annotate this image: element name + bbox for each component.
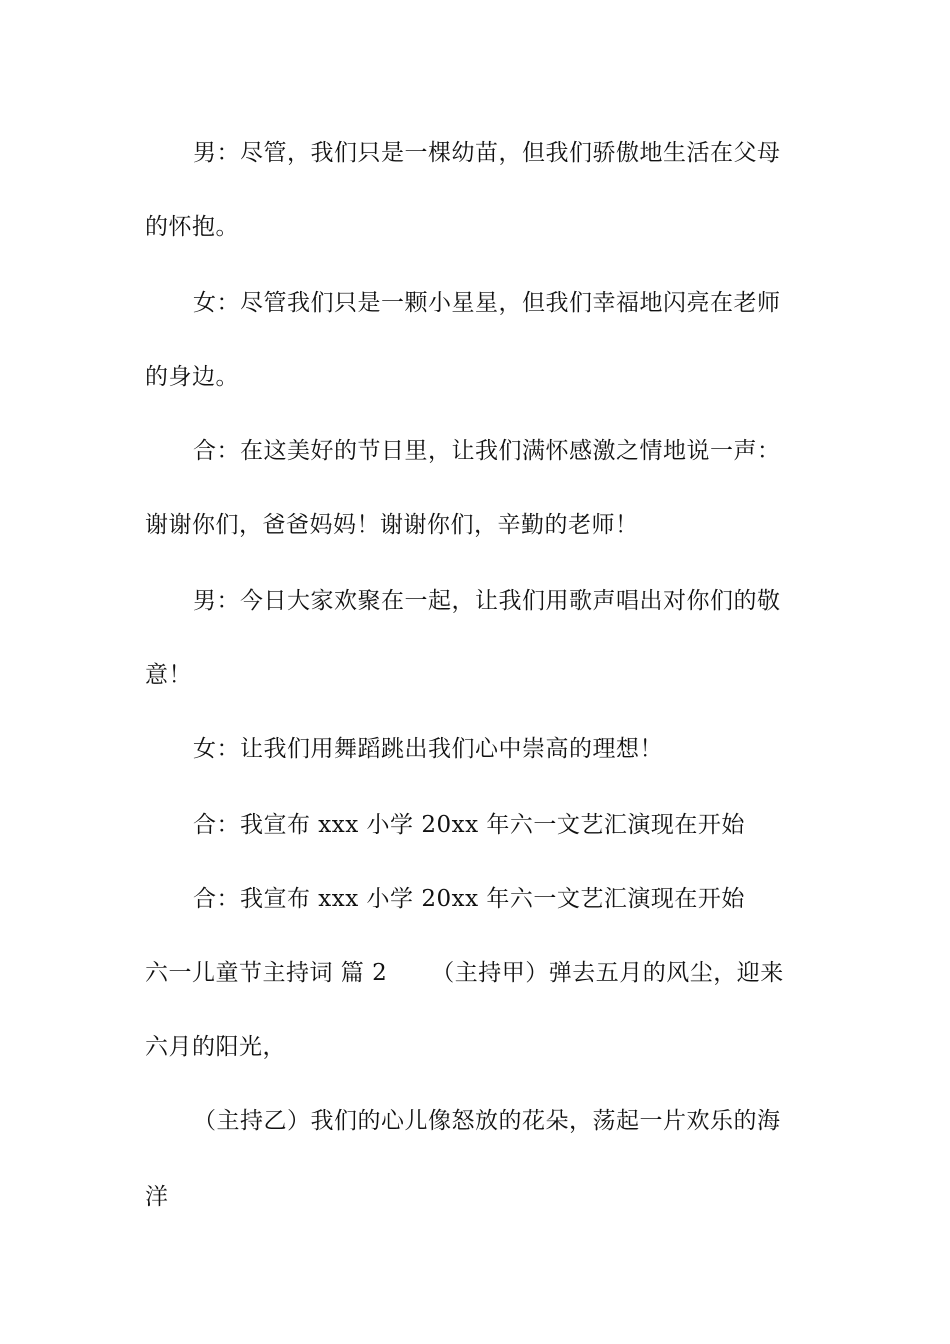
- paragraph-line: 洋: [145, 1184, 169, 1210]
- section-heading-line: [145, 958, 815, 988]
- paragraph-line: 的怀抱。: [145, 214, 239, 240]
- paragraph-line: 男：尽管，我们只是一棵幼苗，但我们骄傲地生活在父母: [193, 140, 781, 166]
- paragraph-line: 六月的阳光，: [145, 1034, 286, 1060]
- paragraph-line: 男：今日大家欢聚在一起，让我们用歌声唱出对你们的敬: [193, 588, 781, 614]
- paragraph-line: 谢谢你们，爸爸妈妈！谢谢你们，辛勤的老师！: [145, 512, 639, 538]
- paragraph-line: 合：我宣布 xxx 小学 20xx 年六一文艺汇演现在开始: [193, 886, 745, 912]
- paragraph-line: 的身边。: [145, 364, 239, 390]
- paragraph-line: 女：让我们用舞蹈跳出我们心中崇高的理想！: [193, 736, 663, 762]
- paragraph-line: 意！: [145, 662, 192, 688]
- section-heading: 六一儿童节主持词 篇 2: [145, 960, 388, 986]
- paragraph-line: 合：我宣布 xxx 小学 20xx 年六一文艺汇演现在开始: [193, 812, 745, 838]
- paragraph-line: （主持乙）我们的心儿像怒放的花朵，荡起一片欢乐的海: [193, 1108, 781, 1134]
- paragraph-line: 合：在这美好的节日里，让我们满怀感激之情地说一声：: [193, 438, 781, 464]
- paragraph-line: （主持甲）弹去五月的风尘，迎来: [431, 960, 784, 986]
- paragraph-line: 女：尽管我们只是一颗小星星，但我们幸福地闪亮在老师: [193, 290, 781, 316]
